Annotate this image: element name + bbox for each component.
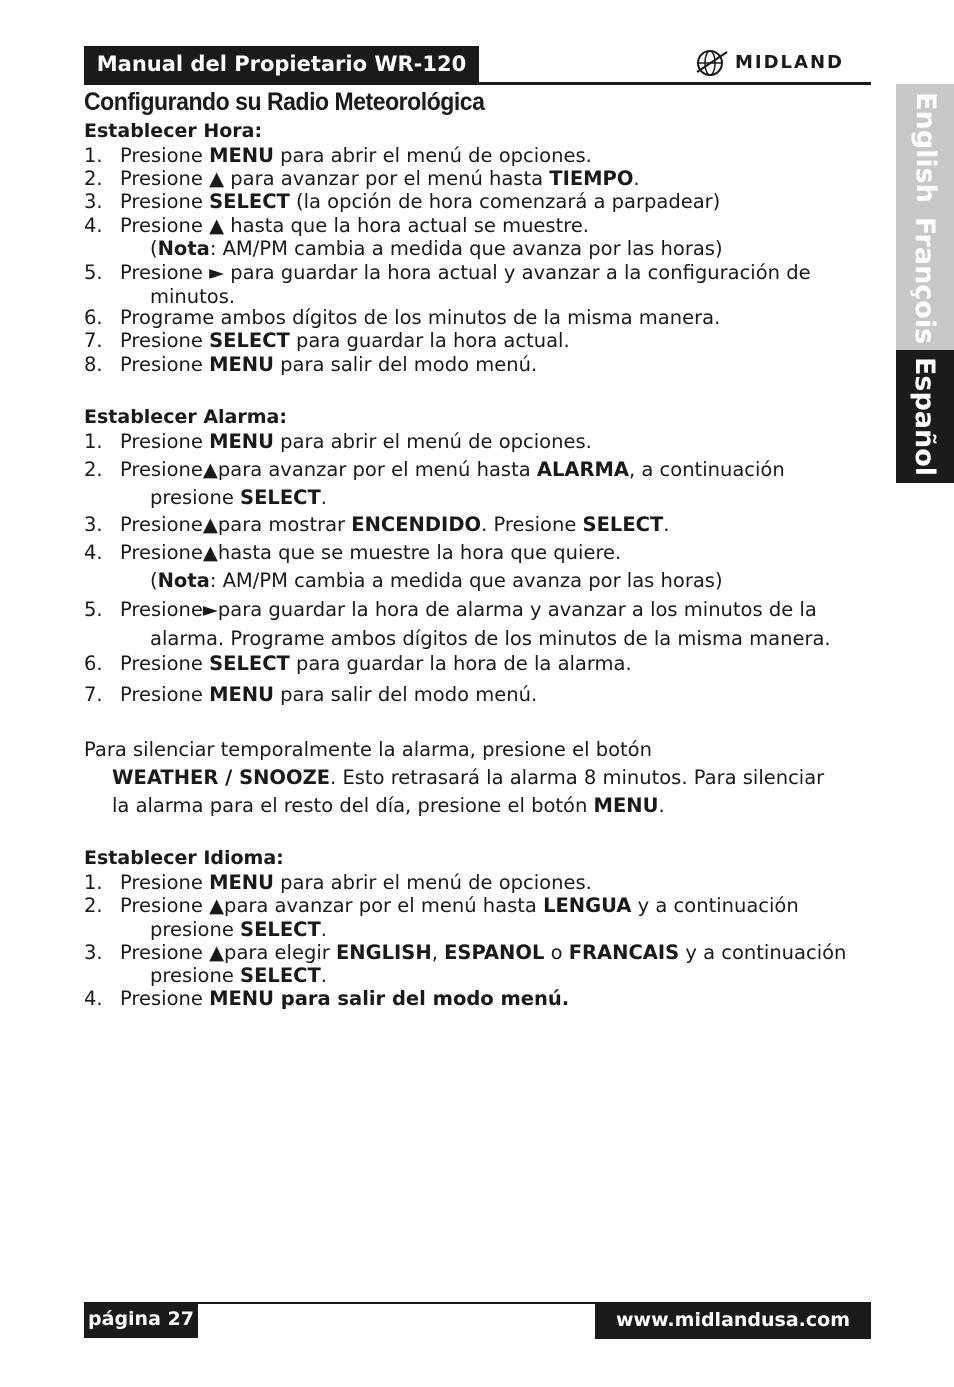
section-heading-time: Establecer Hora:: [84, 120, 263, 142]
list-item-continuation: presione SELECT.: [150, 964, 327, 987]
section-heading-language: Establecer Idioma:: [84, 847, 284, 869]
list-item: 4. Presione ▲ hasta que la hora actual se muestre.: [84, 214, 590, 237]
list-item: 3. Presione SELECT (la opción de hora comenzará a parpadear): [84, 190, 721, 213]
tab-francais[interactable]: [896, 211, 954, 350]
list-item: 6. Presione SELECT para guardar la hora de la alarma.: [84, 652, 632, 675]
list-item: 4. Presione MENU para salir del modo menú.: [84, 987, 570, 1010]
list-item: 2. Presione▲para avanzar por el menú hasta ALARMA, a continuación: [84, 458, 785, 481]
website-url[interactable]: www.midlandusa.com: [595, 1302, 871, 1339]
snooze-paragraph-line: la alarma para el resto del día, presione el botón MENU.: [112, 794, 665, 817]
list-item: 1. Presione MENU para abrir el menú de opciones.: [84, 871, 592, 894]
section-heading-alarm: Establecer Alarma:: [84, 406, 287, 428]
list-item: 5. Presione►para guardar la hora de alarma y avanzar a los minutos de la: [84, 598, 817, 621]
header-rule: [84, 82, 871, 85]
tab-espanol-label: Español: [909, 356, 941, 477]
page-number: página 27: [84, 1302, 198, 1338]
brand-name: MIDLAND: [735, 52, 844, 73]
tab-english-label: English: [909, 92, 941, 203]
page-title: Configurando su Radio Meteorológica: [84, 88, 485, 116]
list-item: 1. Presione MENU para abrir el menú de opciones.: [84, 144, 592, 167]
globe-icon: [695, 46, 731, 80]
list-item: 7. Presione MENU para salir del modo menú.: [84, 683, 538, 706]
list-item-continuation: alarma. Programe ambos dígitos de los minutos de la misma manera.: [150, 627, 831, 650]
list-item: 4. Presione▲hasta que se muestre la hora que quiere.: [84, 541, 622, 564]
list-item: 8. Presione MENU para salir del modo menú.: [84, 353, 538, 376]
list-item: 5. Presione ► para guardar la hora actual y avanzar a la configuración de: [84, 261, 811, 284]
snooze-paragraph-line: WEATHER / SNOOZE. Esto retrasará la alarma 8 minutos. Para silenciar: [112, 766, 825, 789]
list-item-continuation: presione SELECT.: [150, 486, 327, 509]
list-item: 2. Presione ▲ para avanzar por el menú hasta TIEMPO.: [84, 167, 640, 190]
list-item: 3. Presione ▲para elegir ENGLISH, ESPANOL o FRANCAIS y a continuación: [84, 941, 847, 964]
tab-espanol[interactable]: [896, 350, 954, 483]
list-item-continuation: presione SELECT.: [150, 918, 327, 941]
note-line: (Nota: AM/PM cambia a medida que avanza por las horas): [150, 569, 723, 592]
list-item: 6. Programe ambos dígitos de los minutos de la misma manera.: [84, 306, 721, 329]
list-item: 1. Presione MENU para abrir el menú de opciones.: [84, 430, 592, 453]
note-line: (Nota: AM/PM cambia a medida que avanza por las horas): [150, 237, 723, 260]
list-item: 7. Presione SELECT para guardar la hora actual.: [84, 329, 570, 352]
tab-francais-label: François: [909, 216, 941, 345]
list-item: 3. Presione▲para mostrar ENCENDIDO. Presione SELECT.: [84, 513, 670, 536]
tab-english[interactable]: [896, 84, 954, 211]
list-item: 2. Presione ▲para avanzar por el menú hasta LENGUA y a continuación: [84, 894, 799, 917]
list-item-continuation: minutos.: [150, 285, 236, 308]
manual-title: Manual del Propietario WR-120: [84, 46, 479, 83]
snooze-paragraph-line: Para silenciar temporalmente la alarma, presione el botón: [84, 738, 652, 761]
midland-logo: [695, 46, 871, 80]
